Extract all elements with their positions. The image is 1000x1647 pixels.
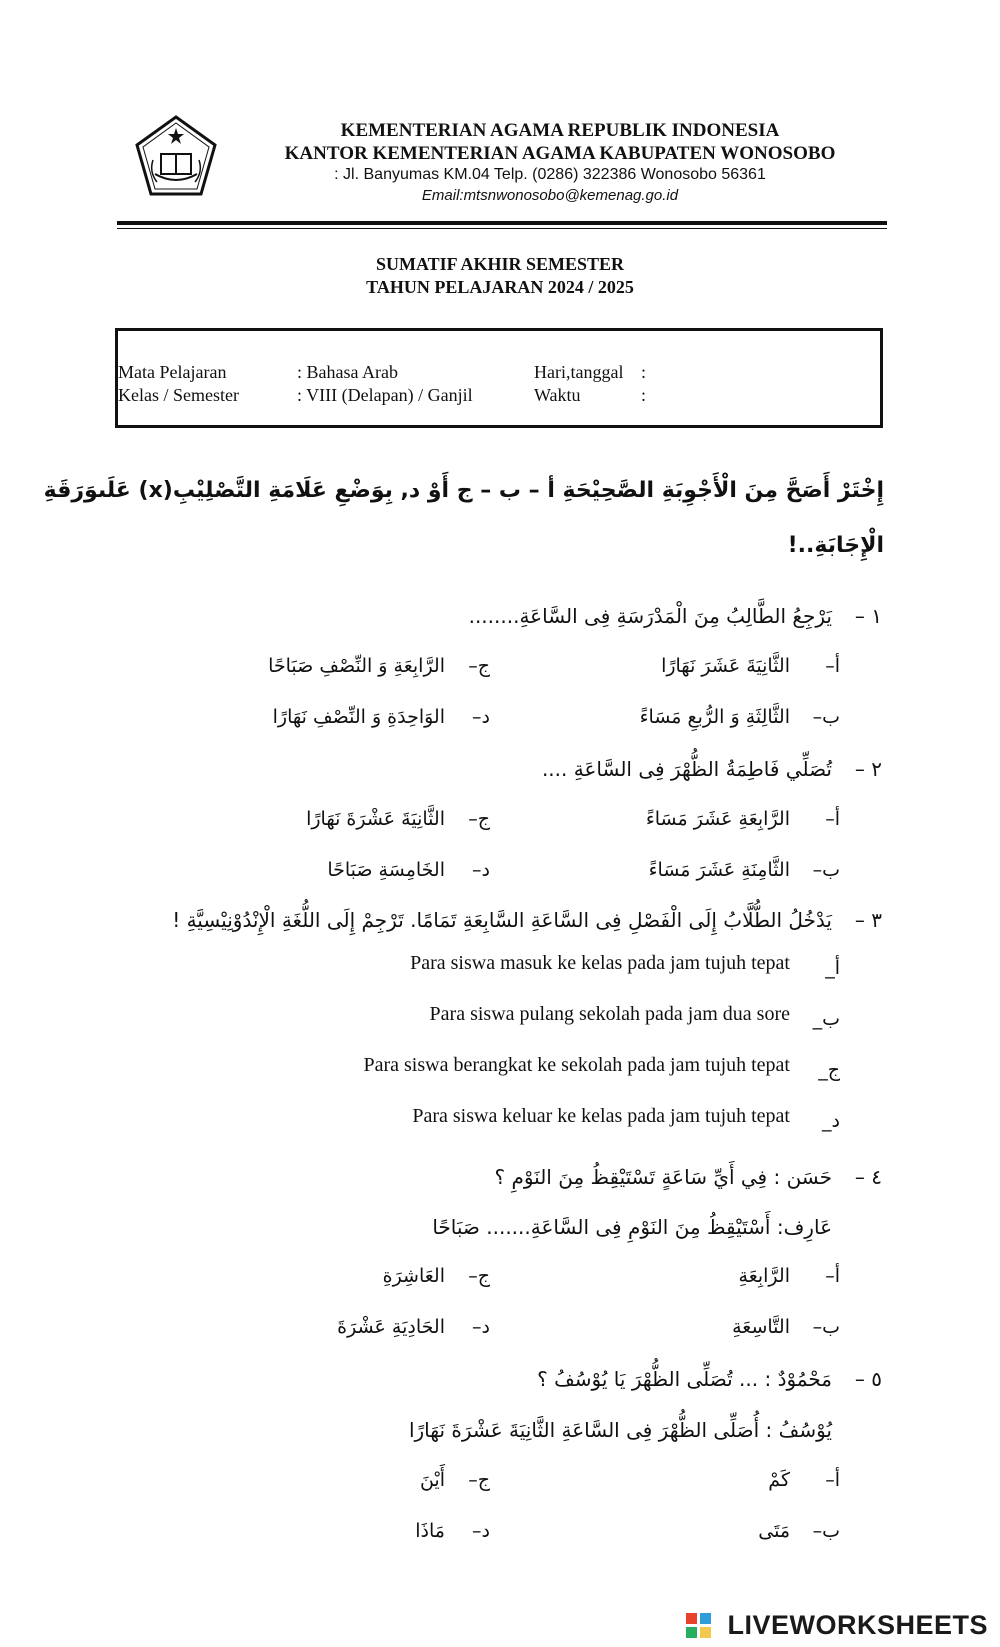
question-3-number: ٣ – (854, 908, 882, 932)
q5-option-c[interactable]: أَيْنَ (419, 1469, 445, 1491)
q5-option-d-letter[interactable]: د– (472, 1520, 490, 1542)
ministry-name: KEMENTERIAN AGAMA REPUBLIK INDONESIA (340, 120, 780, 141)
instruction-line-1: إِخْتَرْ أَصَحَّ مِنَ الْأَجْوِبَةِ الصَّحِيْحَةِ أ – ب – ج أَوْ د, بِوَضْعِ عَلَامَةِ التَّصْلِيْبِ(x) عَلَىوَرَقَةِ (43, 478, 884, 503)
question-1-number: ١ – (854, 604, 882, 628)
q3-option-d-letter[interactable]: د_ (822, 1110, 840, 1132)
q3-option-c-letter[interactable]: ج_ (818, 1059, 840, 1081)
q1-option-a[interactable]: الثَّانِيَةَ عَشَرَ نَهَارًا (661, 655, 790, 677)
q4-option-b[interactable]: التَّاسِعَةِ (732, 1316, 790, 1338)
q4-option-d[interactable]: الحَادِيَةِ عَشْرَةَ (337, 1316, 445, 1338)
q1-option-b-letter[interactable]: ب– (812, 706, 840, 728)
q4-option-b-letter[interactable]: ب– (812, 1316, 840, 1338)
q1-option-a-letter[interactable]: أ– (825, 655, 840, 677)
q3-option-a[interactable]: Para siswa masuk ke kelas pada jam tujuh tepat (410, 952, 790, 974)
q2-option-c[interactable]: الثَّانِيَةَ عَشْرَةَ نَهَارًا (306, 808, 445, 830)
q3-option-b-letter[interactable]: ب_ (812, 1008, 840, 1030)
q1-option-b[interactable]: الثَّالِثَةِ وَ الرُّبعِ مَسَاءً (639, 706, 790, 728)
question-1-text: يَرْجِعُ الطَّالِبُ مِنَ الْمَدْرَسَةِ فِى السَّاعَةِ........ (468, 604, 832, 628)
office-address: : Jl. Banyumas KM.04 Telp. (0286) 322386 Wonosobo 56361 (334, 166, 766, 183)
q4-option-d-letter[interactable]: د– (472, 1316, 490, 1338)
q4-option-a-letter[interactable]: أ– (825, 1265, 840, 1287)
office-email: Email:mtsnwonosobo@kemenag.go.id (421, 187, 679, 204)
question-3-text: يَدْخُلُ الطُّلَّابُ إِلَى الْفَصْلِ فِى السَّاعَةِ السَّابِعَةِ تَمَامًا. تَرْجِمْ إِلَى اللُّغَةِ الْإِنْدُوْنِيْسِيَّةِ ! (172, 908, 832, 932)
q5-option-b[interactable]: مَتَى (758, 1520, 790, 1542)
academic-year: TAHUN PELAJARAN 2024 / 2025 (366, 277, 634, 297)
q3-option-c[interactable]: Para siswa berangkat ke sekolah pada jam tujuh tepat (363, 1054, 790, 1076)
q2-option-c-letter[interactable]: ج– (468, 808, 490, 830)
time-value: : (641, 385, 647, 405)
subject-value: : Bahasa Arab (297, 362, 398, 382)
question-2-number: ٢ – (854, 757, 882, 781)
q5-option-a[interactable]: كَمْ (768, 1469, 790, 1491)
instruction-line-2: الْإِجَابَةِ..! (787, 533, 884, 558)
q4-option-c[interactable]: العَاشِرَةِ (382, 1265, 445, 1287)
info-box (115, 328, 883, 428)
q5-option-c-letter[interactable]: ج– (468, 1469, 490, 1491)
q2-option-d[interactable]: الخَامِسَةِ صَبَاحًا (327, 859, 445, 881)
q3-option-d[interactable]: Para siswa keluar ke kelas pada jam tujuh tepat (412, 1105, 790, 1127)
q5-option-d[interactable]: مَاذَا (415, 1520, 445, 1542)
q1-option-d[interactable]: الوَاحِدَةِ وَ النِّصْفِ نَهَارًا (272, 706, 445, 728)
date-label: Hari,tanggal (534, 362, 624, 382)
q3-option-a-letter[interactable]: أ_ (825, 957, 840, 979)
q5-option-b-letter[interactable]: ب– (812, 1520, 840, 1542)
office-name: KANTOR KEMENTERIAN AGAMA KABUPATEN WONOSOBO (284, 143, 836, 164)
exam-title: SUMATIF AKHIR SEMESTER (375, 254, 625, 274)
q2-option-a-letter[interactable]: أ– (825, 808, 840, 830)
q5-option-a-letter[interactable]: أ– (825, 1469, 840, 1491)
question-4-text-2: عَارِف: أَسْتَيْقِظُ مِنَ النَوْمِ فِى السَّاعَةِ....... صَبَاحًا (432, 1215, 832, 1239)
date-value: : (641, 362, 647, 382)
liveworksheets-brand[interactable]: LIVEWORKSHEETS (727, 1610, 988, 1640)
q4-option-c-letter[interactable]: ج– (468, 1265, 490, 1287)
class-value: : VIII (Delapan) / Ganjil (297, 385, 473, 405)
q1-option-c-letter[interactable]: ج– (468, 655, 490, 677)
q1-option-c[interactable]: الرَّابِعَةِ وَ النِّصْفِ صَبَاحًا (268, 655, 445, 677)
q3-option-b[interactable]: Para siswa pulang sekolah pada jam dua sore (429, 1003, 790, 1025)
subject-label: Mata Pelajaran (118, 362, 227, 382)
q2-option-d-letter[interactable]: د– (472, 859, 490, 881)
liveworksheets-logo-icon (686, 1613, 712, 1639)
q1-option-d-letter[interactable]: د– (472, 706, 490, 728)
question-5-text: مَحْمُوْدٌ : ... تُصَلِّى الظُّهْرَ يَا يُوْسُفُ ؟ (537, 1367, 832, 1391)
q2-option-b-letter[interactable]: ب– (812, 859, 840, 881)
q2-option-a[interactable]: الرَّابِعَةِ عَشَرَ مَسَاءً (645, 808, 790, 830)
q2-option-b[interactable]: الثَّامِنَةِ عَشَرَ مَسَاءً (648, 859, 790, 881)
header-divider (117, 221, 887, 225)
question-2-text: تُصَلِّي فَاطِمَةُ الظُّهْرَ فِى السَّاعَةِ .... (541, 757, 832, 781)
question-5-number: ٥ – (854, 1367, 882, 1391)
header-divider-thin (117, 228, 887, 229)
question-5-text-2: يُوْسُفُ : أُصَلِّى الظُّهْرَ فِى السَّاعَةِ الثَّانِيَةَ عَشْرَةَ نَهَارًا (408, 1418, 832, 1442)
class-label: Kelas / Semester (118, 385, 239, 405)
question-4-number: ٤ – (854, 1165, 882, 1189)
q4-option-a[interactable]: الرَّابِعَةِ (738, 1265, 790, 1287)
question-4-text: حَسَن : فِي أَيِّ سَاعَةٍ تَسْتَيْقِظُ مِنَ النَوْمِ ؟ (494, 1165, 832, 1189)
time-label: Waktu (534, 385, 581, 405)
